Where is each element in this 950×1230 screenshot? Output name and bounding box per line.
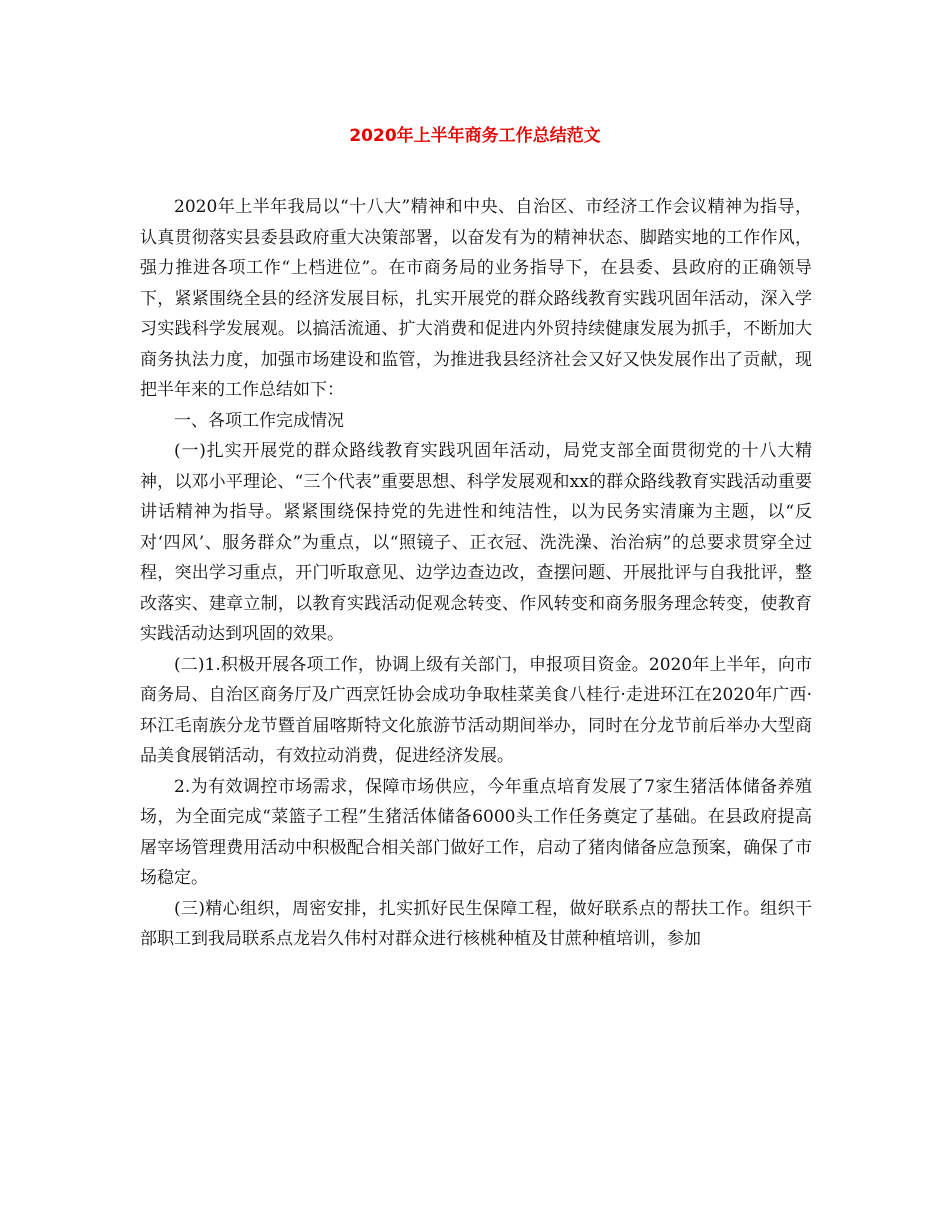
paragraph-section-1: (一)扎实开展党的群众路线教育实践巩固年活动，局党支部全面贯彻党的十八大精神，以邓小平理论、“三个代表”重要思想、科学发展观和xx的群众路线教育实践活动重要讲话精神为指导。紧紧围绕保持党的先进性和纯洁性，以为民务实清廉为主题，以“反对‘四风’、服务群众”为重点，以“照镜子、正衣冠、洗洗澡、治治病”的总要求贯穿全过程，突出学习重点，开门听取意见、边学边查边改，查摆问题、开展批评与自我批评，整改落实、建章立制，以教育实践活动促观念转变、作风转变和商务服务理念转变，使教育实践活动达到巩固的效果。: [140, 441, 812, 644]
paragraph-intro: 2020年上半年我局以“十八大”精神和中央、自治区、市经济工作会议精神为指导，认真贯彻落实县委县政府重大决策部署，以奋发有为的精神状态、脚踏实地的工作作风，强力推进各项工作“上档进位”。在市商务局的业务指导下，在县委、县政府的正确领导下，紧紧围绕全县的经济发展目标，扎实开展党的群众路线教育实践巩固年活动，深入学习实践科学发展观。以搞活流通、扩大消费和促进内外贸持续健康发展为抓手，不断加大商务执法力度，加强市场建设和监管，为推进我县经济社会又好又快发展作出了贡献，现把半年来的工作总结如下：: [140, 197, 812, 400]
paragraph-section-2-item-2: 2.为有效调控市场需求，保障市场供应，今年重点培育发展了7家生猪活体储备养殖场，为全面完成“菜篮子工程”生猪活体储备6000头工作任务奠定了基础。在县政府提高屠宰场管理费用活动中积极配合相关部门做好工作，启动了猪肉储备应急预案，确保了市场稳定。: [140, 776, 812, 888]
document-title: 2020年上半年商务工作总结范文: [349, 126, 601, 146]
document-body: [140, 192, 812, 955]
section-heading: 一、各项工作完成情况: [174, 410, 344, 431]
paragraph-section-3: (三)精心组织，周密安排，扎实抓好民生保障工程，做好联系点的帮扶工作。组织干部职工到我局联系点龙岩久伟村对群众进行核桃种植及甘蔗种植培训，参加: [140, 898, 812, 949]
paragraph-section-2-item-1: (二)1.积极开展各项工作，协调上级有关部门，申报项目资金。2020年上半年，向市商务局、自治区商务厅及广西烹饪协会成功争取桂菜美食八桂行·走进环江在2020年广西·环江毛南族分龙节暨首届喀斯特文化旅游节活动期间举办，同时在分龙节前后举办大型商品美食展销活动，有效拉动消费，促进经济发展。: [140, 654, 812, 766]
